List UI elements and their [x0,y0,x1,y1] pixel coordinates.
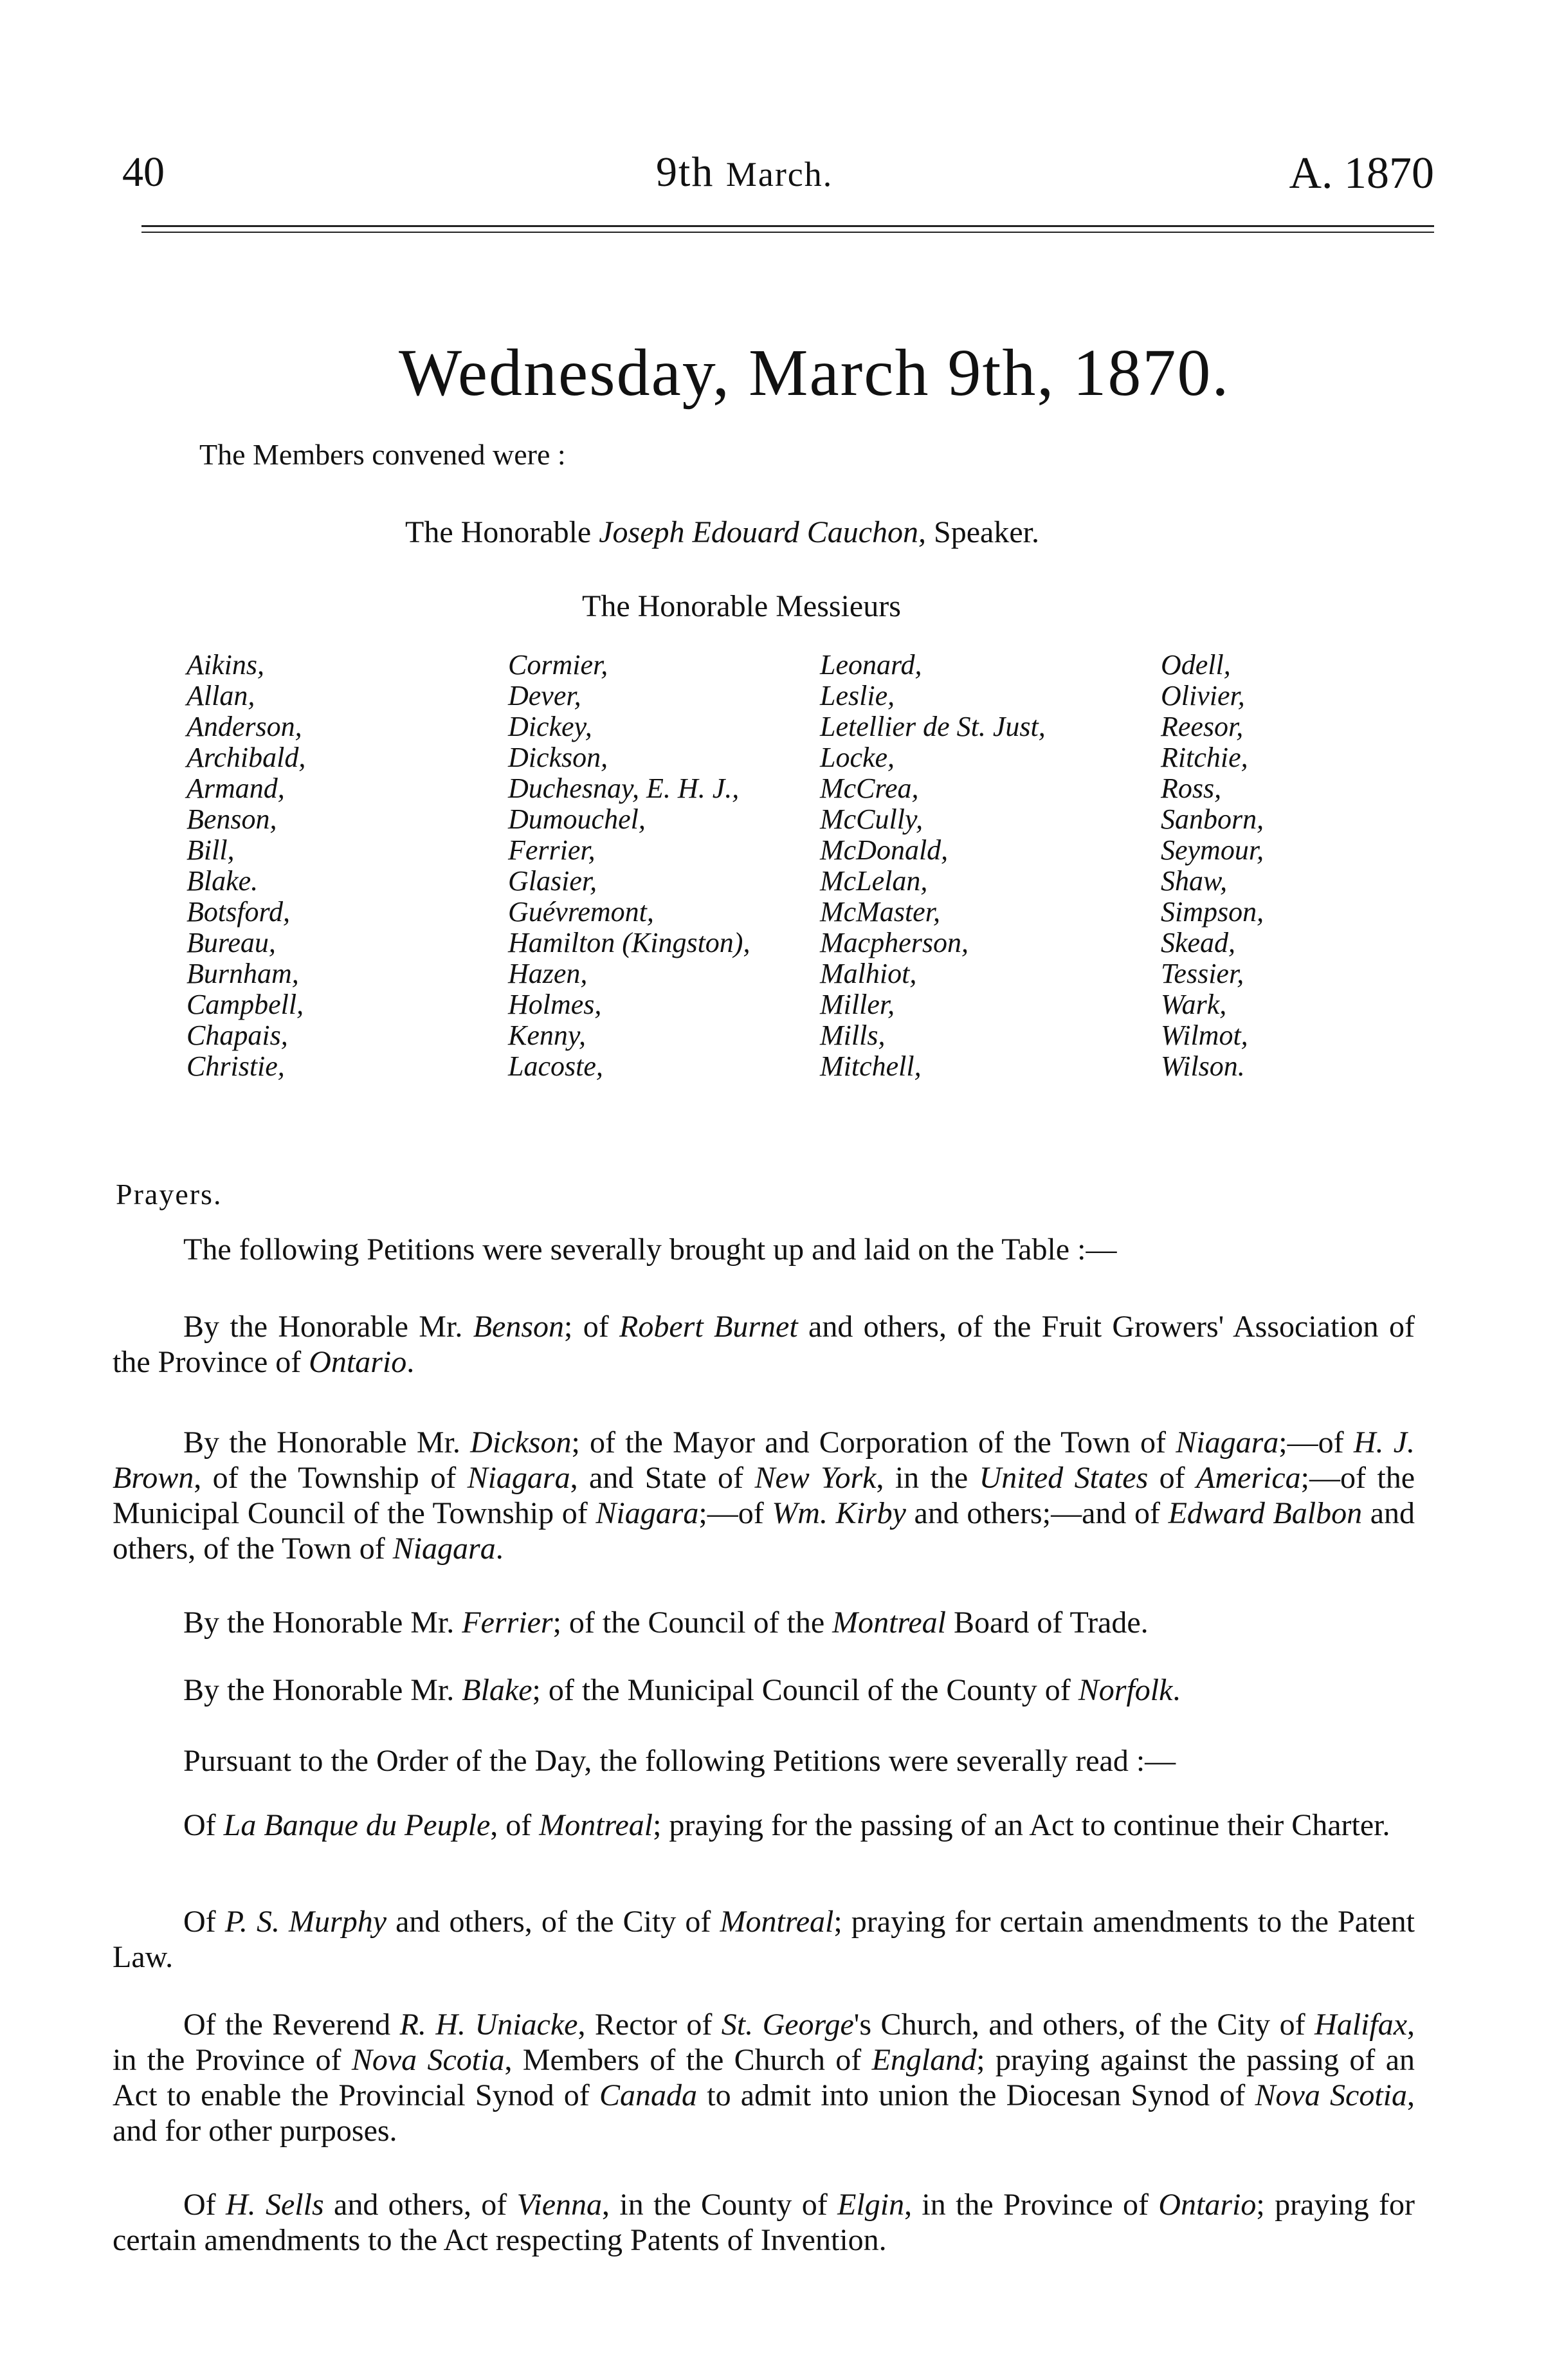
running-title [656,148,833,197]
text-run-italic: Benson [473,1310,564,1344]
page-header [122,148,1434,212]
member-name: Dumouchel, [508,803,646,835]
member-name: Dever, [508,680,581,711]
member-name: McCully, [820,803,923,835]
page-number: 40 [122,149,165,196]
text-run-italic: America [1196,1461,1301,1495]
member-name: Blake. [186,865,259,897]
member-name: Archibald, [186,742,306,773]
text-run: ; praying for the passing of an Act to continue their Charter. [653,1808,1390,1842]
member-name: McMaster, [820,896,940,928]
text-run-italic: Norfolk [1078,1673,1173,1707]
text-run: . [1172,1673,1181,1707]
text-run-italic: Nova Scotia [1255,2078,1408,2112]
text-run-italic: Montreal [832,1606,947,1640]
text-run: , in the County of [602,2188,838,2222]
paragraph-petition-ferrier [113,1605,1415,1640]
member-name: Hazen, [508,958,588,989]
text-run: By the Honorable Mr. [183,1673,462,1707]
paragraph-petitions-laid [113,1232,1415,1267]
member-name: Bureau, [186,927,276,958]
text-run: ; of the Municipal Council of the County of [532,1673,1078,1707]
text-run: ;—of [1278,1425,1354,1460]
paragraph-petition-murphy [113,1904,1415,1975]
text-run-italic: Canada [599,2078,698,2112]
text-run-italic: Ferrier [462,1606,553,1640]
text-run-italic: Niagara [392,1532,496,1566]
text-run: Of [183,1905,225,1939]
member-name: McCrea, [820,773,919,804]
text-run: ;—of [698,1496,772,1530]
text-run-italic: Ontario [309,1345,407,1379]
member-name: Leonard, [820,649,922,681]
day-title: Wednesday, March 9th, 1870. [399,336,1230,410]
member-name: Guévremont, [508,896,654,928]
member-name: Malhiot, [820,958,917,989]
text-run: , of the Township of [194,1461,468,1495]
member-list-column-4 [1161,650,1264,1082]
member-name: Dickey, [508,711,592,742]
running-title-day: 9th [656,149,714,196]
text-run: . [495,1532,504,1566]
text-run: . [406,1345,415,1379]
text-run-italic: New York [754,1461,877,1495]
member-name: Ross, [1161,773,1222,804]
member-name: Dickson, [508,742,608,773]
member-name: Miller, [820,989,895,1020]
member-name: Allan, [186,680,255,711]
paragraph-petition-benson [113,1309,1415,1380]
paragraph-order-of-day [113,1743,1415,1779]
text-run: ; praying against the passing of an Act to enable the Provincial Synod of [113,2043,1415,2112]
member-list-column-3 [820,650,1046,1082]
text-run: By the Honorable Mr. [183,1310,473,1344]
text-run-italic: Dickson [470,1425,572,1460]
text-run: ; of the Council of the [552,1606,833,1640]
text-run-italic: Wm. Kirby [772,1496,906,1530]
text-run: , and State of [570,1461,755,1495]
member-name: Mitchell, [820,1050,922,1082]
text-run: Of the Reverend [183,2008,400,2042]
text-run-italic: Niagara [1176,1425,1279,1460]
member-name: Chapais, [186,1020,288,1051]
member-name: Ferrier, [508,834,596,866]
text-run: ; praying for certain amendments to the Patent Law. [113,1905,1415,1974]
running-title-month: March. [725,155,833,194]
text-run: to admit into union the Diocesan Synod of [697,2078,1255,2112]
member-name: Tessier, [1161,958,1244,989]
text-run-italic: H. Sells [226,2188,324,2222]
text-run-italic: United States [979,1461,1149,1495]
text-run: and others;—and of [905,1496,1168,1530]
member-name: Duchesnay, E. H. J., [508,773,740,804]
text-run-italic: Edward Balbon [1168,1496,1363,1530]
paragraph-petition-uniacke [113,2007,1415,2148]
text-run-italic: Nova Scotia [351,2043,505,2077]
header-rule [141,225,1434,227]
paragraph-petition-banque-du-peuple [113,1808,1415,1843]
text-run: and others, of the Town of [113,1496,1415,1566]
text-run: ; of the Mayor and Corporation of the Town of [571,1425,1176,1460]
speaker-line [405,515,1039,550]
text-run-italic: Montreal [539,1808,653,1842]
member-name: Mills, [820,1020,886,1051]
member-name: Wilson. [1161,1050,1245,1082]
text-run: Board of Trade. [946,1606,1149,1640]
text-run: of [1148,1461,1197,1495]
text-run: ; of [564,1310,620,1344]
text-run: The following Petitions were severally brought up and laid on the Table :— [183,1232,1117,1267]
text-run-italic: Robert Burnet [619,1310,798,1344]
paragraph-petition-blake [113,1672,1415,1708]
member-name: McDonald, [820,834,949,866]
text-run-italic: P. S. Murphy [224,1905,387,1939]
member-list-column-2 [508,650,750,1082]
member-name: Botsford, [186,896,290,928]
member-name: Burnham, [186,958,299,989]
text-run-italic: England [871,2043,977,2077]
member-name: Macpherson, [820,927,968,958]
messieurs-heading: The Honorable Messieurs [582,589,901,623]
member-name: Bill, [186,834,235,866]
text-run: Pursuant to the Order of the Day, the following Petitions were severally read :— [183,1744,1176,1778]
speaker-role: Speaker. [934,515,1039,549]
member-name: Aikins, [186,649,264,681]
text-run: and others, of [323,2188,517,2222]
member-name: Hamilton (Kingston), [508,927,750,958]
member-name: Lacoste, [508,1050,603,1082]
member-name: Wark, [1161,989,1227,1020]
text-run-italic: Vienna [516,2188,603,2222]
member-name: Ritchie, [1161,742,1248,773]
text-run-italic: Montreal [720,1905,834,1939]
text-run-italic: Halifax [1314,2008,1408,2042]
text-run: Of [183,2188,226,2222]
text-run: By the Honorable Mr. [183,1606,462,1640]
paragraph-petition-dickson [113,1425,1415,1566]
member-list-column-1 [186,650,305,1082]
member-name: Benson, [186,803,277,835]
text-run: , Members of the Church of [504,2043,872,2077]
member-name: Seymour, [1161,834,1264,866]
member-name: Armand, [186,773,285,804]
text-run: Of [183,1808,224,1842]
text-run-italic: Elgin [837,2188,905,2222]
member-name: Cormier, [508,649,608,681]
member-name: Kenny, [508,1020,586,1051]
text-run: and others, of the Fruit Growers' Association of the Province of [113,1310,1415,1379]
member-name: Anderson, [186,711,302,742]
text-run-italic: Ontario [1158,2188,1257,2222]
text-run: , Rector of [577,2008,722,2042]
paragraph-petition-sells [113,2187,1415,2258]
text-run-italic: Niagara [596,1496,699,1530]
text-run: and others, of the City of [386,1905,720,1939]
text-run: By the Honorable Mr. [183,1425,471,1460]
text-run-italic: Blake [462,1673,532,1707]
member-name: Skead, [1161,927,1236,958]
text-run: ; praying for certain amendments to the Act respecting Patents of Invention. [113,2188,1415,2257]
member-name: Glasier, [508,865,597,897]
text-run-italic: Niagara [467,1461,570,1495]
text-run: , in the [876,1461,979,1495]
running-year: A. 1870 [1289,149,1434,198]
member-name: Shaw, [1161,865,1228,897]
text-run-italic: La Banque du Peuple [223,1808,491,1842]
member-name: Odell, [1161,649,1231,681]
text-run-italic: St. George [721,2008,854,2042]
text-run-italic: H. J. Brown [113,1425,1415,1495]
member-name: McLelan, [820,865,928,897]
member-name: Reesor, [1161,711,1244,742]
member-name: Campbell, [186,989,304,1020]
text-run: 's Church, and others, of the City of [853,2008,1315,2042]
member-name: Sanborn, [1161,803,1264,835]
member-name: Simpson, [1161,896,1264,928]
header-rule-thin [141,232,1434,233]
text-run: , of [490,1808,540,1842]
text-run: , in the Province of [113,2008,1415,2077]
text-run: , in the Province of [904,2188,1159,2222]
member-name: Leslie, [820,680,895,711]
text-run: , and for other purposes. [113,2078,1415,2148]
members-convened-line: The Members convened were : [199,438,566,471]
text-run: ;—of the Municipal Council of the Township of [113,1461,1415,1530]
prayers-heading: Prayers. [116,1178,223,1211]
member-name: Locke, [820,742,895,773]
member-name: Holmes, [508,989,602,1020]
speaker-prefix: The Honorable [405,515,592,549]
member-name: Wilmot, [1161,1020,1248,1051]
member-name: Olivier, [1161,680,1245,711]
member-name: Letellier de St. Just, [820,711,1046,742]
member-name: Christie, [186,1050,285,1082]
speaker-name: Joseph Edouard Cauchon, [599,515,927,549]
text-run-italic: R. H. Uniacke [399,2008,578,2042]
